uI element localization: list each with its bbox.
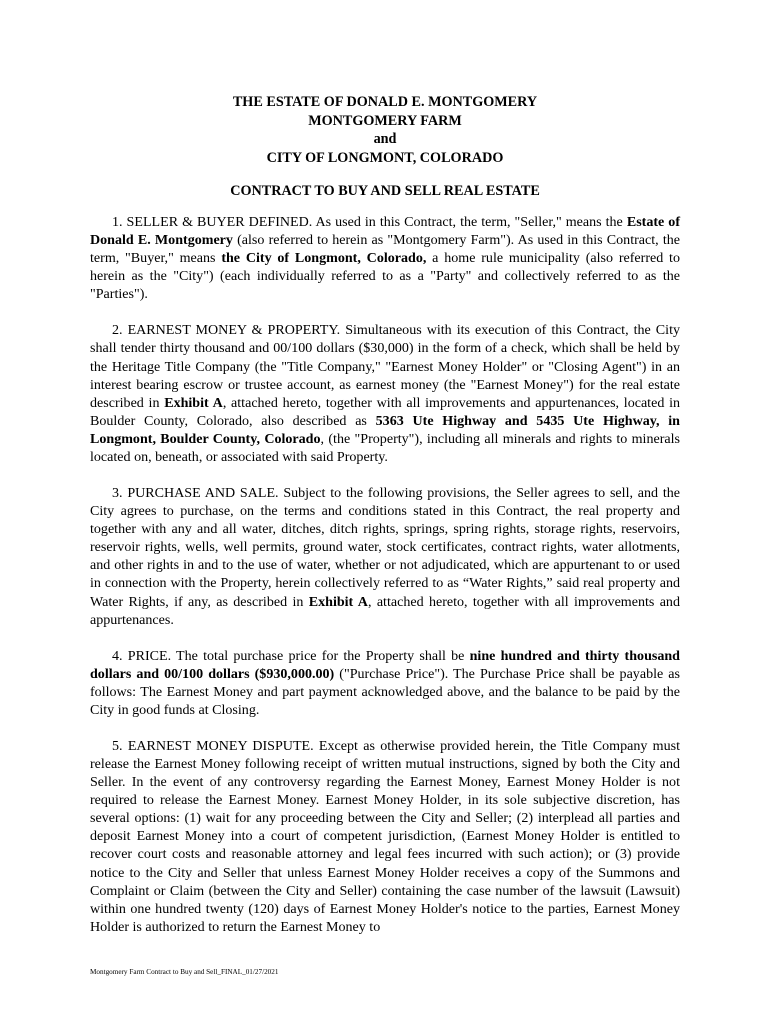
document-header (0, 93, 770, 167)
paragraph-price (90, 647, 680, 719)
p2-text-a: 2. EARNEST MONEY & PROPERTY. Simultaneous with its execution of this Contract, the City shall tender thirty thousand and 00/100 dollars ($30,000) in the form of a check, which shall be held by the Heritage Title Company (the "Title Company," "Earnest Money Holder" or "Closing Agent") in an interest bearing escrow or trustee account, as earnest money (the "Earnest Money") for the real estate described in (90, 322, 680, 411)
p2-bold-address: 5363 Ute Highway and 5435 Ute Highway, in Longmont, Boulder County, Colorado (90, 412, 680, 447)
p3-bold-exhibit: Exhibit A (308, 593, 368, 610)
paragraph-seller-buyer-defined (90, 213, 680, 303)
p5-text-a: 5. EARNEST MONEY DISPUTE. Except as otherwise provided herein, the Title Company must release the Earnest Money following receipt of written mutual instructions, signed by both the City and Seller. In the event of any controversy regarding the Earnest Money, Earnest Money Holder is not required to release the Earnest Money. Earnest Money Holder, in its sole subjective discretion, has several options: (1) wait for any proceeding between the City and Seller; (2) interplead all parties and deposit Earnest Money into a court of competent jurisdiction, (Earnest Money Holder is entitled to recover court costs and reasonable attorney and legal fees incurred with such action); or (3) provide notice to the City and Seller that unless Earnest Money Holder receives a copy of the Summons and Complaint or Claim (between the City and Seller) containing the case number of the lawsuit (Lawsuit) within one hundred twenty (120) days of Earnest Money Holder's notice to the parties, Earnest Money Holder is authorized to return the Earnest Money to (90, 737, 680, 935)
p4-text-a: 4. PRICE. The total purchase price for the Property shall be (112, 647, 470, 664)
page-footer: Montgomery Farm Contract to Buy and Sell_FINAL_01/27/2021 (90, 968, 279, 976)
header-line-city: CITY OF LONGMONT, COLORADO (266, 149, 504, 166)
p2-text-c: , attached hereto, together with all improvements and appurtenances, located in Boulder County, Colorado, also described as (90, 394, 680, 429)
p3-text-a: 3. PURCHASE AND SALE. Subject to the following provisions, the Seller agrees to sell, and the City agrees to purchase, on the terms and conditions stated in this Contract, the real property and together with any and all water, ditches, ditch rights, springs, spring rights, storage rights, reservoirs, reservoir rights, wells, well permits, ground water, stock certificates, contract rights, water allotments, and other rights in and to the use of water, whether or not adjudicated, which are appurtenant to or used in connection with the Property, herein collectively referred to as “Water Rights,” said real property and Water Rights, if any, as described in (90, 485, 680, 610)
p2-bold-exhibit: Exhibit A (164, 394, 223, 411)
p1-text-a: 1. SELLER & BUYER DEFINED. As used in this Contract, the term, "Seller," means the (112, 214, 627, 230)
p1-bold-buyer: the City of Longmont, Colorado, (221, 250, 427, 267)
p4-text-c: ("Purchase Price"). The Purchase Price shall be payable as follows: The Earnest Money and part payment acknowledged above, and the balance to be paid by the City in good funds at Closing. (90, 665, 680, 718)
p2-text-e: , (the "Property"), including all minerals and rights to minerals located on, beneath, or associated with said Property. (90, 430, 681, 466)
paragraph-earnest-money-dispute (90, 737, 680, 936)
header-line-and: and (373, 131, 397, 148)
paragraph-earnest-money-property (90, 321, 680, 466)
contract-body (90, 213, 680, 954)
paragraph-purchase-and-sale (90, 484, 680, 629)
p1-text-e: a home rule municipality (also referred to herein as the "City") (each individually referred to as a "Party" and collectively referred to as the "Parties"). (90, 250, 680, 303)
p1-text-c: (also referred to herein as "Montgomery Farm"). As used in this Contract, the term, "Buyer," means (90, 232, 680, 267)
header-line-estate: THE ESTATE OF DONALD E. MONTGOMERY (232, 94, 538, 110)
contract-title: CONTRACT TO BUY AND SELL REAL ESTATE (230, 183, 540, 199)
p1-bold-seller: Estate of Donald E. Montgomery (90, 214, 680, 249)
p4-bold-price: nine hundred and thirty thousand dollars and 00/100 dollars ($930,000.00) (90, 647, 680, 682)
p3-text-c: , attached hereto, together with all improvements and appurtenances. (90, 593, 680, 628)
header-line-farm: MONTGOMERY FARM (308, 112, 462, 129)
